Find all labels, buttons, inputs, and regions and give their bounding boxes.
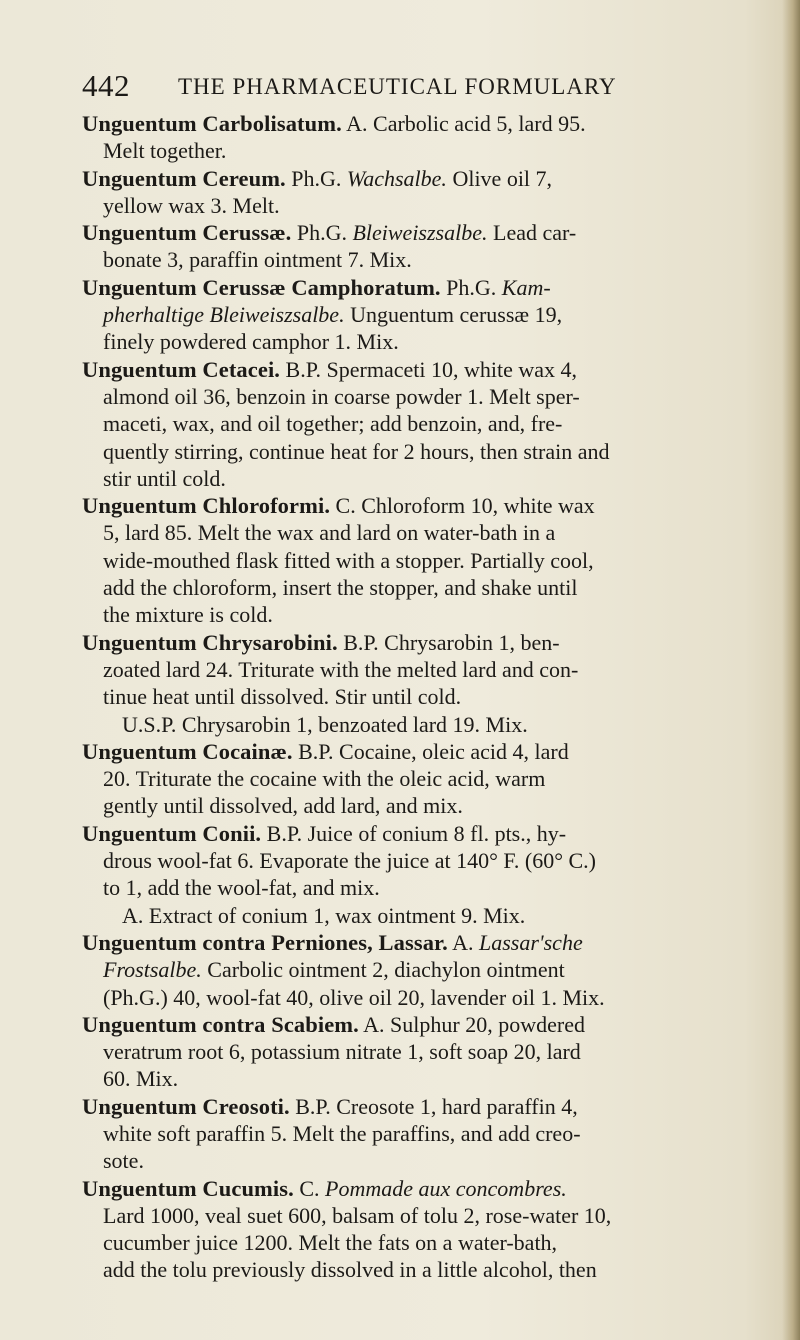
body-text: Unguentum cerussæ 19, [344, 302, 563, 328]
text-line [82, 1256, 762, 1283]
italic-text: pherhaltige Bleiweiszsalbe. [103, 302, 345, 328]
body-text: wide-mouthed flask fitted with a stopper. Partially cool, [103, 547, 594, 573]
text-line [82, 1093, 762, 1120]
body-text: to 1, add the wool-fat, and mix. [103, 875, 380, 901]
text-line [82, 629, 762, 656]
running-title: THE PHARMACEUTICAL FORMULARY [178, 74, 617, 99]
text-line [82, 219, 762, 246]
body-text: Lard 1000, veal suet 600, balsam of tolu 2, rose-water 10, [103, 1202, 612, 1228]
entry-heading: Unguentum contra Perniones, Lassar. [82, 929, 448, 955]
body-text: A. [447, 929, 479, 955]
entry-heading: Unguentum Cereum. [82, 165, 286, 191]
entry-heading: Unguentum Cucumis. [82, 1175, 294, 1201]
entry-heading: Unguentum Cocainæ. [82, 738, 293, 764]
formulary-text [82, 110, 762, 1284]
entry-heading: Unguentum Chloroformi. [82, 493, 331, 519]
italic-text: Pommade aux concombres. [325, 1175, 567, 1201]
body-text: Ph.G. [291, 220, 353, 246]
body-text: A. Carbolic acid 5, lard 95. [341, 111, 586, 136]
entry-heading: Unguentum contra Scabiem. [82, 1011, 359, 1037]
text-line [82, 683, 762, 710]
italic-text: Wachsalbe. [346, 165, 447, 191]
text-line [82, 165, 762, 192]
entry-heading: Unguentum Chrysarobini. [82, 629, 338, 655]
text-line [82, 110, 762, 137]
text-line [82, 984, 762, 1011]
text-line [82, 246, 762, 273]
body-text: stir until cold. [103, 465, 226, 491]
text-line [82, 820, 762, 847]
italic-text: Kam- [501, 274, 551, 300]
text-line [82, 601, 762, 628]
body-text: add the tolu previously dissolved in a little alcohol, then [103, 1257, 597, 1283]
text-line [82, 1175, 762, 1202]
body-text: Lead car- [487, 220, 577, 246]
body-text: U.S.P. Chrysarobin 1, benzoated lard 19. Mix. [122, 711, 528, 737]
text-line [82, 492, 762, 519]
text-line [82, 765, 762, 792]
text-line [82, 874, 762, 901]
text-line [82, 410, 762, 437]
page-number: 442 [82, 68, 130, 103]
text-line [82, 519, 762, 546]
text-line [82, 356, 762, 383]
text-line [82, 738, 762, 765]
text-line [82, 1147, 762, 1174]
body-text: B.P. Chrysarobin 1, ben- [337, 629, 560, 655]
text-line [82, 274, 762, 301]
italic-text: Bleiweiszsalbe. [352, 220, 488, 246]
body-text: B.P. Juice of conium 8 fl. pts., hy- [261, 820, 567, 846]
text-line [82, 192, 762, 219]
body-text: quently stirring, continue heat for 2 hours, then strain and [103, 438, 610, 464]
body-text: finely powdered camphor 1. Mix. [103, 329, 399, 355]
text-line [82, 328, 762, 355]
body-text: (Ph.G.) 40, wool-fat 40, olive oil 20, lavender oil 1. Mix. [103, 984, 605, 1010]
entry-heading: Unguentum Carbolisatum. [82, 111, 342, 136]
body-text: white soft paraffin 5. Melt the paraffins, and add creo- [103, 1120, 581, 1146]
body-text: B.P. Cocaine, oleic acid 4, lard [292, 738, 569, 764]
body-text: C. [293, 1175, 326, 1201]
body-text: Carbolic ointment 2, diachylon ointment [201, 957, 565, 983]
body-text: A. Extract of conium 1, wax ointment 9. Mix. [122, 902, 526, 928]
page-header [82, 60, 762, 104]
text-line [82, 792, 762, 819]
entry-heading: Unguentum Cerussæ Camphoratum. [82, 274, 441, 300]
text-line [82, 1065, 762, 1092]
text-line [82, 956, 762, 983]
text-line [82, 137, 762, 164]
body-text: Ph.G. [285, 165, 347, 191]
page-edge-shadow [782, 0, 800, 1340]
text-line [82, 1038, 762, 1065]
body-text: gently until dissolved, add lard, and mix. [103, 793, 463, 819]
body-text: 5, lard 85. Melt the wax and lard on water-bath in a [103, 520, 556, 546]
entry-heading: Unguentum Creosoti. [82, 1093, 290, 1119]
text-line [82, 902, 762, 929]
body-text: 20. Triturate the cocaine with the oleic acid, warm [103, 766, 546, 792]
body-text: C. Chloroform 10, white wax [330, 493, 595, 519]
body-text: yellow wax 3. Melt. [103, 192, 280, 218]
italic-text: Lassar'sche [479, 929, 583, 955]
text-line [82, 574, 762, 601]
text-line [82, 656, 762, 683]
text-line [82, 711, 762, 738]
body-text: zoated lard 24. Triturate with the melted lard and con- [103, 656, 579, 682]
body-text: B.P. Creosote 1, hard paraffin 4, [289, 1093, 578, 1119]
text-line [82, 1202, 762, 1229]
text-line [82, 1229, 762, 1256]
text-line [82, 929, 762, 956]
body-text: B.P. Spermaceti 10, white wax 4, [280, 356, 577, 382]
text-line [82, 847, 762, 874]
body-text: add the chloroform, insert the stopper, and shake until [103, 575, 578, 601]
body-text: Melt together. [103, 138, 227, 164]
entry-heading: Unguentum Cerussæ. [82, 220, 292, 246]
italic-text: Frostsalbe. [103, 957, 202, 983]
entry-heading: Unguentum Conii. [82, 820, 262, 846]
body-text: A. Sulphur 20, powdered [358, 1011, 585, 1037]
body-text: 60. Mix. [103, 1066, 179, 1092]
text-line [82, 1120, 762, 1147]
body-text: sote. [103, 1148, 144, 1174]
body-text: almond oil 36, benzoin in coarse powder 1. Melt sper- [103, 383, 580, 409]
text-line [82, 465, 762, 492]
text-line [82, 1011, 762, 1038]
body-text: the mixture is cold. [103, 602, 273, 628]
body-text: bonate 3, paraffin ointment 7. Mix. [103, 247, 412, 273]
body-text: Olive oil 7, [446, 165, 553, 191]
body-text: maceti, wax, and oil together; add benzoin, and, fre- [103, 411, 563, 437]
text-line [82, 383, 762, 410]
text-line [82, 438, 762, 465]
body-text: tinue heat until dissolved. Stir until cold. [103, 684, 462, 710]
text-line [82, 301, 762, 328]
body-text: cucumber juice 1200. Melt the fats on a water-bath, [103, 1230, 558, 1256]
body-text: Ph.G. [440, 274, 502, 300]
text-line [82, 547, 762, 574]
body-text: veratrum root 6, potassium nitrate 1, soft soap 20, lard [103, 1039, 581, 1065]
entry-heading: Unguentum Cetacei. [82, 356, 281, 382]
body-text: drous wool-fat 6. Evaporate the juice at 140° F. (60° C.) [103, 848, 596, 874]
